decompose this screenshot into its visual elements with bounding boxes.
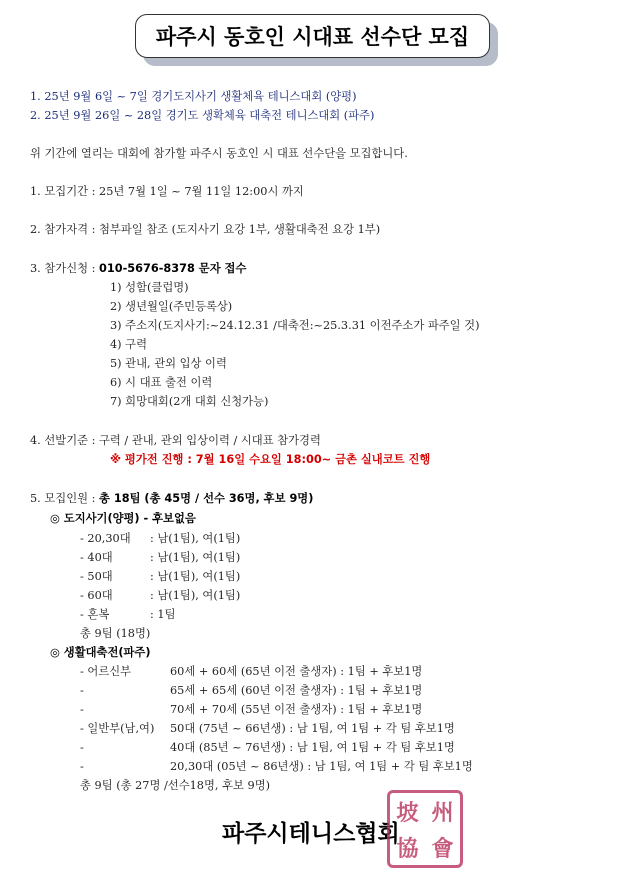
intro-text: 위 기간에 열리는 대회에 참가할 파주시 동호인 시 대표 선수단을 모집합니다. (30, 147, 408, 160)
recruit-line (30, 491, 313, 507)
festival-heading: ◎ 생활대축전(파주) (50, 646, 151, 659)
festival-row-division: - (80, 684, 84, 697)
festival-row-detail: 40대 (85년 ~ 76년생) : 남 1팀, 여 1팀 + 각 팀 후보1명 (170, 741, 455, 754)
governor-row-age: - 혼복 (80, 608, 110, 621)
association-name: 파주시테니스협회 (222, 821, 400, 847)
governor-total: 총 9팀 (18명) (80, 627, 151, 640)
governor-row-teams: : 남(1팀), 여(1팀) (150, 589, 241, 602)
event-line-2: 2. 25년 9월 26일 ~ 28일 경기도 생확체육 대축전 테니스대회 (파주) (30, 109, 375, 122)
festival-total: 총 9팀 (총 27명 /선수18명, 후보 9명) (80, 779, 271, 792)
festival-row-division: - (80, 703, 84, 716)
selection-criteria: 4. 선발기준 : 구력 / 관내, 관외 입상이력 / 시대표 참가경력 (30, 434, 321, 447)
apply-item: 6) 시 대표 출전 이력 (110, 376, 213, 389)
association-seal: 坡 州 協 會 (387, 790, 463, 868)
festival-row-division: - (80, 741, 84, 754)
festival-row-division: - 어르신부 (80, 665, 132, 678)
governor-row-teams: : 남(1팀), 여(1팀) (150, 570, 241, 583)
governor-row (80, 550, 240, 566)
governor-row (80, 531, 240, 547)
festival-row (80, 759, 473, 775)
governor-row-age: - 50대 (80, 570, 113, 583)
apply-item: 3) 주소지(도지사기:~24.12.31 /대축전:~25.3.31 이전주소가 파주일 것) (110, 319, 480, 332)
governor-heading: ◎ 도지사기(양평) - 후보없음 (50, 512, 196, 525)
governor-row (80, 569, 240, 585)
festival-row-detail: 20,30대 (05년 ~ 86년생) : 남 1팀, 여 1팀 + 각 팀 후보1명 (170, 760, 473, 773)
governor-row-teams: : 남(1팀), 여(1팀) (150, 551, 241, 564)
evaluation-note: ※ 평가전 진행 : 7월 16일 수요일 18:00~ 금촌 실내코트 진행 (110, 453, 431, 466)
festival-row-division: - (80, 760, 84, 773)
recruit-summary: 총 18팀 (총 45명 / 선수 36명, 후보 9명) (99, 492, 314, 505)
festival-row (80, 683, 422, 699)
recruit-label: 5. 모집인원 : (30, 492, 100, 505)
apply-item: 4) 구력 (110, 338, 148, 351)
apply-contact: 010-5676-8378 문자 접수 (99, 262, 247, 275)
festival-row-detail: 50대 (75년 ~ 66년생) : 남 1팀, 여 1팀 + 각 팀 후보1명 (170, 722, 455, 735)
festival-row-division: - 일반부(남,여) (80, 722, 155, 735)
festival-row (80, 740, 455, 756)
festival-row (80, 721, 455, 737)
festival-row (80, 664, 422, 680)
recruit-period: 1. 모집기간 : 25년 7월 1일 ~ 7월 11일 12:00시 까지 (30, 185, 304, 198)
governor-row-age: - 20,30대 (80, 532, 131, 545)
festival-row (80, 702, 422, 718)
title-banner (135, 14, 498, 66)
festival-row-detail: 60세 + 60세 (65년 이전 출생자) : 1팀 + 후보1명 (170, 665, 423, 678)
festival-row-detail: 65세 + 65세 (60년 이전 출생자) : 1팀 + 후보1명 (170, 684, 423, 697)
apply-item: 1) 성함(클럽명) (110, 281, 189, 294)
governor-row-age: - 60대 (80, 589, 113, 602)
governor-row (80, 607, 176, 623)
page-title: 파주시 동호인 시대표 선수단 모집 (135, 14, 490, 58)
apply-item: 2) 생년월일(주민등록상) (110, 300, 233, 313)
event-line-1: 1. 25년 9월 6일 ~ 7일 경기도지사기 생활체육 테니스대회 (양평) (30, 90, 357, 103)
qualification: 2. 참가자격 : 첨부파일 참조 (도지사기 요강 1부, 생활대축전 요강 1부) (30, 223, 381, 236)
governor-row (80, 588, 240, 604)
governor-row-teams: : 남(1팀), 여(1팀) (150, 532, 241, 545)
apply-label: 3. 참가신청 : (30, 262, 100, 275)
apply-item: 7) 희망대회(2개 대회 신청가능) (110, 395, 269, 408)
governor-row-teams: : 1팀 (150, 608, 176, 621)
governor-row-age: - 40대 (80, 551, 113, 564)
apply-item: 5) 관내, 관외 입상 이력 (110, 357, 227, 370)
festival-row-detail: 70세 + 70세 (55년 이전 출생자) : 1팀 + 후보1명 (170, 703, 423, 716)
apply-line (30, 261, 246, 277)
